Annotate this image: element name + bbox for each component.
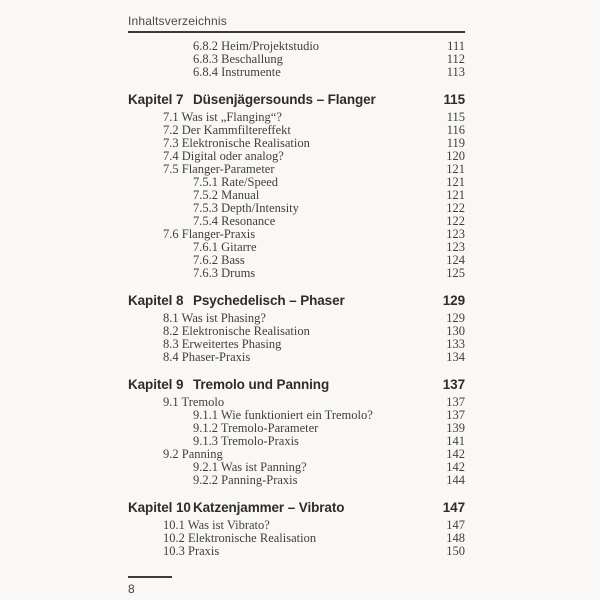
toc-entry-label: 7.6.3 Drums: [193, 266, 256, 280]
toc-entry-label: 10.1 Was ist Vibrato?: [163, 518, 270, 532]
toc-entry-page-number: 112: [446, 52, 465, 66]
toc-entry-page-number: 123: [446, 227, 465, 241]
toc-entry-page-number: 144: [446, 473, 465, 487]
toc-entry-page-number: 137: [446, 395, 465, 409]
toc-entry-page-number: 142: [446, 447, 465, 461]
toc-entry-page-number: 134: [446, 350, 465, 364]
chapter-heading: [128, 499, 465, 516]
toc-entry-label: 8.4 Phaser-Praxis: [163, 350, 251, 364]
toc-entry-label: 7.5 Flanger-Parameter: [163, 162, 275, 176]
toc-section: [128, 40, 465, 79]
toc-entry-page-number: 122: [446, 201, 465, 215]
toc-entry: [128, 474, 465, 487]
footer-page-number: 8: [128, 582, 135, 596]
toc-entry-label: 6.8.4 Instrumente: [193, 65, 281, 79]
toc-entry-page-number: 130: [446, 324, 465, 338]
toc-entry-label: 7.6 Flanger-Praxis: [163, 227, 256, 241]
toc-entry-label: 9.1.2 Tremolo-Parameter: [193, 421, 319, 435]
toc-entry-label: 9.1.3 Tremolo-Praxis: [193, 434, 299, 448]
toc-entry: [128, 66, 465, 79]
chapter-page-number: 129: [442, 293, 465, 308]
toc-entry-label: 9.2.2 Panning-Praxis: [193, 473, 298, 487]
toc-entry-page-number: 111: [447, 39, 465, 53]
toc-entry-page-number: 137: [446, 408, 465, 422]
page-header: [128, 14, 465, 33]
toc-entry-label: 7.2 Der Kammfiltereffekt: [163, 123, 291, 137]
toc-entry-page-number: 147: [446, 518, 465, 532]
toc-entry-label: 10.2 Elektronische Realisation: [163, 531, 317, 545]
toc-section: [128, 91, 465, 280]
toc-section: [128, 499, 465, 558]
chapter-page-number: 147: [442, 500, 465, 515]
toc-entry-page-number: 139: [446, 421, 465, 435]
toc-entry-label: 7.5.2 Manual: [193, 188, 260, 202]
toc-entry-page-number: 113: [446, 65, 465, 79]
chapter-page-number: 115: [443, 92, 465, 107]
toc-entry-label: 7.3 Elektronische Realisation: [163, 136, 310, 150]
toc-entry-label: 8.1 Was ist Phasing?: [163, 311, 266, 325]
toc-section: [128, 292, 465, 364]
chapter-number: Kapitel 9: [128, 377, 184, 392]
toc-entry-page-number: 150: [446, 544, 465, 558]
toc-entry: [128, 254, 465, 267]
toc-entry-page-number: 120: [446, 149, 465, 163]
toc-entry-page-number: 116: [446, 123, 465, 137]
toc-entry-page-number: 125: [446, 266, 465, 280]
chapter-heading: [128, 91, 465, 108]
chapter-page-number: 137: [442, 377, 465, 392]
toc-section: [128, 376, 465, 487]
toc-entry-page-number: 121: [446, 188, 465, 202]
toc-entry: [128, 241, 465, 254]
toc-entry-label: 6.8.3 Beschallung: [193, 52, 283, 66]
chapter-heading: [128, 292, 465, 309]
toc-entry-page-number: 115: [446, 110, 465, 124]
toc-entry-label: 6.8.2 Heim/Projektstudio: [193, 39, 320, 53]
toc-entry-label: 8.3 Erweitertes Phasing: [163, 337, 282, 351]
toc-entry-label: 7.1 Was ist „Flanging“?: [163, 110, 282, 124]
toc-entry: [128, 163, 465, 176]
toc-entry-list: [128, 312, 465, 364]
toc-entry-list: [128, 40, 465, 79]
toc-entry-label: 7.6.1 Gitarre: [193, 240, 257, 254]
toc-entry: [128, 53, 465, 66]
chapter-heading: [128, 376, 465, 393]
chapter-number: Kapitel 7: [128, 92, 184, 107]
chapter-number: Kapitel 8: [128, 293, 184, 308]
toc-entry-page-number: 121: [446, 175, 465, 189]
toc-entry-page-number: 121: [446, 162, 465, 176]
toc-entry-label: 7.4 Digital oder analog?: [163, 149, 284, 163]
toc-entry: [128, 176, 465, 189]
toc-entry: [128, 351, 465, 364]
toc-entry-label: 8.2 Elektronische Realisation: [163, 324, 310, 338]
toc-entry-label: 9.1 Tremolo: [163, 395, 225, 409]
toc-entry: [128, 228, 465, 241]
toc-entry-label: 7.6.2 Bass: [193, 253, 245, 267]
toc-entry-label: 9.2.1 Was ist Panning?: [193, 460, 307, 474]
toc-entry-page-number: 124: [446, 253, 465, 267]
toc-entry-page-number: 129: [446, 311, 465, 325]
toc-entry: [128, 202, 465, 215]
toc-entry-page-number: 119: [446, 136, 465, 150]
footer-rule: [128, 576, 172, 578]
toc-entry-page-number: 142: [446, 460, 465, 474]
toc-entry-list: [128, 396, 465, 487]
toc-entry-list: [128, 111, 465, 280]
page-footer: [128, 576, 172, 596]
header-rule: [128, 31, 465, 33]
toc-entry: [128, 545, 465, 558]
toc-entry: [128, 267, 465, 280]
toc-entry-label: 9.2 Panning: [163, 447, 223, 461]
chapter-title: Psychedelisch – Phaser: [193, 293, 345, 308]
page-content: [128, 14, 465, 558]
toc-entry-page-number: 122: [446, 214, 465, 228]
chapter-number: Kapitel 10: [128, 500, 191, 515]
toc-entry-label: 7.5.1 Rate/Speed: [193, 175, 279, 189]
toc-entry-page-number: 133: [446, 337, 465, 351]
toc-entry: [128, 40, 465, 53]
toc-entry-label: 9.1.1 Wie funktioniert ein Tremolo?: [193, 408, 373, 422]
toc-entry-label: 10.3 Praxis: [163, 544, 220, 558]
toc-entry-label: 7.5.4 Resonance: [193, 214, 276, 228]
toc-entry-page-number: 141: [446, 434, 465, 448]
toc-entry-page-number: 123: [446, 240, 465, 254]
table-of-contents: [128, 40, 465, 558]
toc-entry-label: 7.5.3 Depth/Intensity: [193, 201, 299, 215]
toc-entry-list: [128, 519, 465, 558]
toc-entry-page-number: 148: [446, 531, 465, 545]
page-header-title: Inhaltsverzeichnis: [128, 14, 227, 28]
chapter-title: Düsenjägersounds – Flanger: [193, 92, 376, 107]
chapter-title: Katzenjammer – Vibrato: [193, 500, 345, 515]
chapter-title: Tremolo und Panning: [193, 377, 330, 392]
